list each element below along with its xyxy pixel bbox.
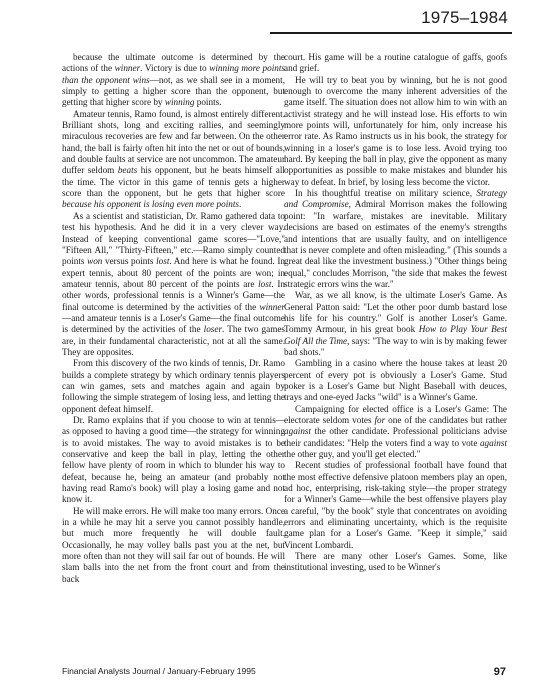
paragraph: In his thoughtful treatise on military science, Strategy and Compromise, Admiral Morrison makes the following point: "In warfare, mistakes are inevitable. Military decisions are based on estimates of the enemy's strengths and intentions that are usually faulty, and on intelligence that is never complete and often misleading." (This sounds a great deal like the investment business.) "Other things being equal," concludes Morrison, "the side that makes the fewest strategic errors wins the war." bbox=[284, 188, 508, 289]
left-column bbox=[62, 52, 285, 585]
running-header-years: 1975–1984 bbox=[421, 8, 508, 27]
paragraph: There are many other Loser's Games. Some, like institutional investing, used to be Winner's bbox=[284, 551, 507, 573]
right-column bbox=[284, 52, 507, 574]
paragraph: Amateur tennis, Ramo found, is almost entirely different. Brilliant shots, long and exciting rallies, and seemingly miraculous recoveries are few and far between. On the other hand, the ball is fairly often hit into the net or out of bounds, and double faults at service are not uncommon. The amateur duffer seldom beats his opponent, but he beats himself all the time. The victor in this game of tennis gets a higher score than the opponent, but he gets that higher score because his opponent is losing even more points. bbox=[62, 108, 285, 210]
paragraph: He will make errors. He will make too many errors. Once in a while he may hit a serve you cannot possibly handle, but much more frequently he will double fault. Occasionally, he may volley balls past you at the net, but more often than not they will sail far out of bounds. He will slam balls into the net from the front court and from the back bbox=[62, 505, 285, 584]
paragraph: court. His game will be a routine catalogue of gaffs, goofs and grief. bbox=[284, 52, 507, 74]
paragraph: Recent studies of professional football have found that the most effective defensive platoon members play an open, ad hoc, enterprising, risk-taking style—the proper strategy for a Winner's Game—while the best offensive players play a careful, "by the book" style that concentrates on avoiding errors and eliminating uncertainty, which is the requisite game plan for a Loser's Game. "Keep it simple," said Vincent Lombardi. bbox=[284, 460, 507, 550]
paragraph: Dr. Ramo explains that if you choose to win at tennis—as opposed to having a good time—the strategy for winning is to avoid mistakes. The way to avoid mistakes is to be conservative and keep the ball in play, letting the other fellow have plenty of room in which to blunder his way to defeat, because he, being an amateur (and probably not having read Ramo's book) will play a losing game and not know it. bbox=[62, 415, 285, 505]
paragraph: because the ultimate outcome is determined by the actions of the winner. Victory is due to winning more points than the opponent wins—not, as we shall see in a moment, simply to getting a higher score than the opponent, but getting that higher score by winning points. bbox=[62, 52, 285, 108]
paragraph: War, as we all know, is the ultimate Loser's Game. As General Patton said: "Let the other poor dumb bastard lose his life for his country." Golf is another Loser's Game. Tommy Armour, in his great book How to Play Your Best Golf All the Time, says: "The way to win is by making fewer bad shots." bbox=[284, 290, 507, 357]
paragraph: He will try to beat you by winning, but he is not good enough to overcome the many inherent adversities of the game itself. The situation does not allow him to win with an activist strategy and he will instead lose. His efforts to win more points will, unfortunately for him, only increase his error rate. As Ramo instructs us in his book, the strategy for winning in a loser's game is to lose less. Avoid trying too hard. By keeping the ball in play, give the opponent as many opportunities as possible to make mistakes and blunder his way to defeat. In brief, by losing less become the victor. bbox=[284, 74, 507, 187]
paragraph: Campaigning for elected office is a Loser's Game: The electorate seldom votes for one of the candidates but rather against the other candidate. Professional politicians advise their candidates: "Help the voters find a way to vote against the other guy, and you'll get elected." bbox=[284, 403, 507, 460]
paragraph: As a scientist and statistician, Dr. Ramo gathered data to test his hypothesis. And he did it in a very clever way. Instead of keeping conventional game scores—"Love," "Fifteen All," "Thirty-Fifteen," etc.—Ramo simply counted points won versus points lost. And here is what he found. In expert tennis, about 80 percent of the points are won; in amateur tennis, about 80 percent of the points are lost. In other words, professional tennis is a Winner's Game—the final outcome is determined by the activities of the winner—and amateur tennis is a Loser's Game—the final outcome is determined by the activities of the loser. The two games are, in their fundamental characteristic, not at all the same. They are opposites. bbox=[62, 210, 286, 357]
page-number: 97 bbox=[493, 666, 506, 678]
footer-journal: Financial Analysts Journal / January-February 1995 bbox=[62, 666, 256, 676]
header-rule bbox=[270, 32, 512, 34]
paragraph: Gambling in a casino where the house takes at least 20 percent of every pot is obviously a Loser's Game. Stud poker is a Loser's Game but Night Baseball with deuces, trays and one-eyed Jacks "wild" is a Winner's Game. bbox=[284, 358, 507, 403]
paragraph: From this discovery of the two kinds of tennis, Dr. Ramo builds a complete strategy by which ordinary tennis players can win games, sets and matches again and again by following the simple strategem of losing less, and letting the opponent defeat himself. bbox=[62, 358, 285, 414]
